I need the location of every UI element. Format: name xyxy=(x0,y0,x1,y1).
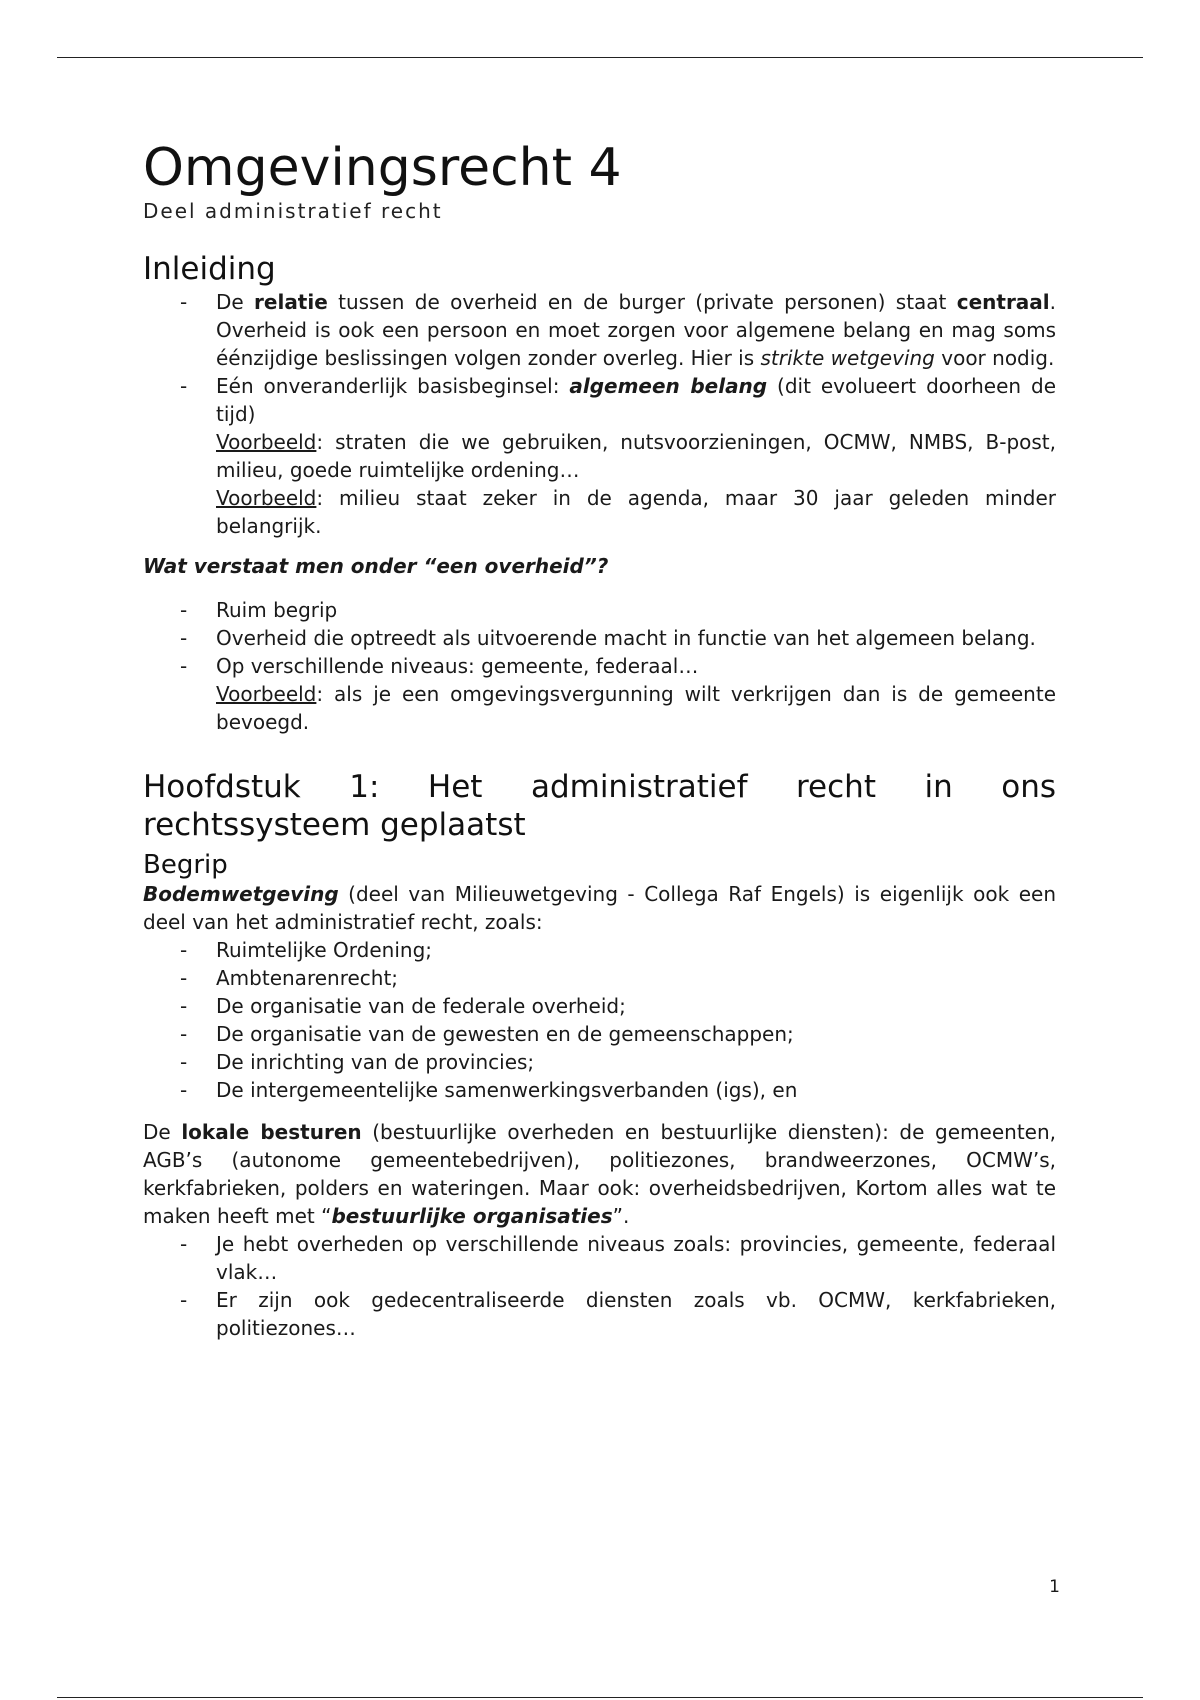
footer-rule xyxy=(57,1697,1143,1698)
list-item: - Ruim begrip xyxy=(180,598,338,622)
dash-bullet: - xyxy=(180,1078,188,1102)
dash-bullet: - xyxy=(180,1288,188,1312)
section-heading-inleiding: Inleiding xyxy=(143,251,276,287)
list-item: - Je hebt overheden op verschillende niveaus zoals: provincies, gemeente, federaal vlak… xyxy=(180,1232,1056,1284)
dash-bullet: - xyxy=(180,654,188,678)
paragraph-lokale-besturen: De lokale besturen (bestuurlijke overheden en bestuurlijke diensten): de gemeenten, AGB’s (autonome gemeentebedrijven), politiezones, brandweerzones, OCMW’s, kerkfabrieken, polders en wateringen. Maar ook: overheidsbedrijven, Kortom alles wat te maken heeft met “bestuurlijke organisaties”. xyxy=(143,1120,1056,1228)
dash-bullet: - xyxy=(180,966,188,990)
dash-bullet: - xyxy=(180,626,188,650)
dash-bullet: - xyxy=(180,598,188,622)
document-subtitle: Deel administratief recht xyxy=(143,199,443,223)
overheid-bullet-list xyxy=(143,596,1056,736)
example-label: Voorbeeld xyxy=(216,682,317,706)
list-item: - De organisatie van de gewesten en de gemeenschappen; xyxy=(180,1022,794,1046)
administratief-recht-list xyxy=(143,936,1056,1104)
subsection-heading-begrip: Begrip xyxy=(143,850,228,880)
dash-bullet: - xyxy=(180,1022,188,1046)
example-label: Voorbeeld xyxy=(216,430,317,454)
list-item: - De intergemeentelijke samenwerkingsverbanden (igs), en xyxy=(180,1078,798,1102)
list-item: - Er zijn ook gedecentraliseerde diensten zoals vb. OCMW, kerkfabrieken, politiezones… xyxy=(180,1288,1056,1340)
list-item: - Ambtenarenrecht; xyxy=(180,966,399,990)
question-heading: Wat verstaat men onder “een overheid”? xyxy=(143,554,609,578)
list-item: - Ruimtelijke Ordening; xyxy=(180,938,433,962)
example-label: Voorbeeld xyxy=(216,486,317,510)
list-item: - Overheid die optreedt als uitvoerende macht in functie van het algemeen belang. xyxy=(180,626,1036,650)
intro-bullet-list xyxy=(143,288,1056,540)
paragraph-bodemwetgeving: Bodemwetgeving (deel van Milieuwetgeving - Collega Raf Engels) is eigenlijk ook een deel van het administratief recht, zoals: xyxy=(143,882,1056,934)
overheden-list xyxy=(143,1230,1056,1342)
dash-bullet: - xyxy=(180,374,188,398)
list-item: - De organisatie van de federale overheid; xyxy=(180,994,626,1018)
chapter-heading: Hoofdstuk 1: Het administratief recht in ons rechtssysteem geplaatst xyxy=(143,769,1056,843)
dash-bullet: - xyxy=(180,1050,188,1074)
document-page xyxy=(143,138,1056,1342)
dash-bullet: - xyxy=(180,994,188,1018)
dash-bullet: - xyxy=(180,938,188,962)
list-item: - De inrichting van de provincies; xyxy=(180,1050,535,1074)
list-item: - Eén onveranderlijk basisbeginsel: algemeen belang (dit evolueert doorheen de tijd) Voorbeeld: straten die we gebruiken, nutsvoorzieningen, OCMW, NMBS, B-post, milieu, goede ruimtelijke ordening… Voorbeeld: milieu staat zeker in de agenda, maar 30 jaar geleden minder belangrijk. xyxy=(180,374,1056,538)
page-number: 1 xyxy=(1049,1577,1060,1597)
header-rule xyxy=(57,57,1143,58)
document-title: Omgevingsrecht 4 xyxy=(143,138,622,198)
dash-bullet: - xyxy=(180,1232,188,1256)
dash-bullet: - xyxy=(180,290,188,314)
list-item: - Op verschillende niveaus: gemeente, federaal… Voorbeeld: als je een omgevingsvergunning wilt verkrijgen dan is de gemeente bevoegd. xyxy=(180,654,1056,734)
list-item: - De relatie tussen de overheid en de burger (private personen) staat centraal. Overheid is ook een persoon en moet zorgen voor algemene belang en mag soms éénzijdige beslissingen volgen zonder overleg. Hier is strikte wetgeving voor nodig. xyxy=(180,290,1057,370)
